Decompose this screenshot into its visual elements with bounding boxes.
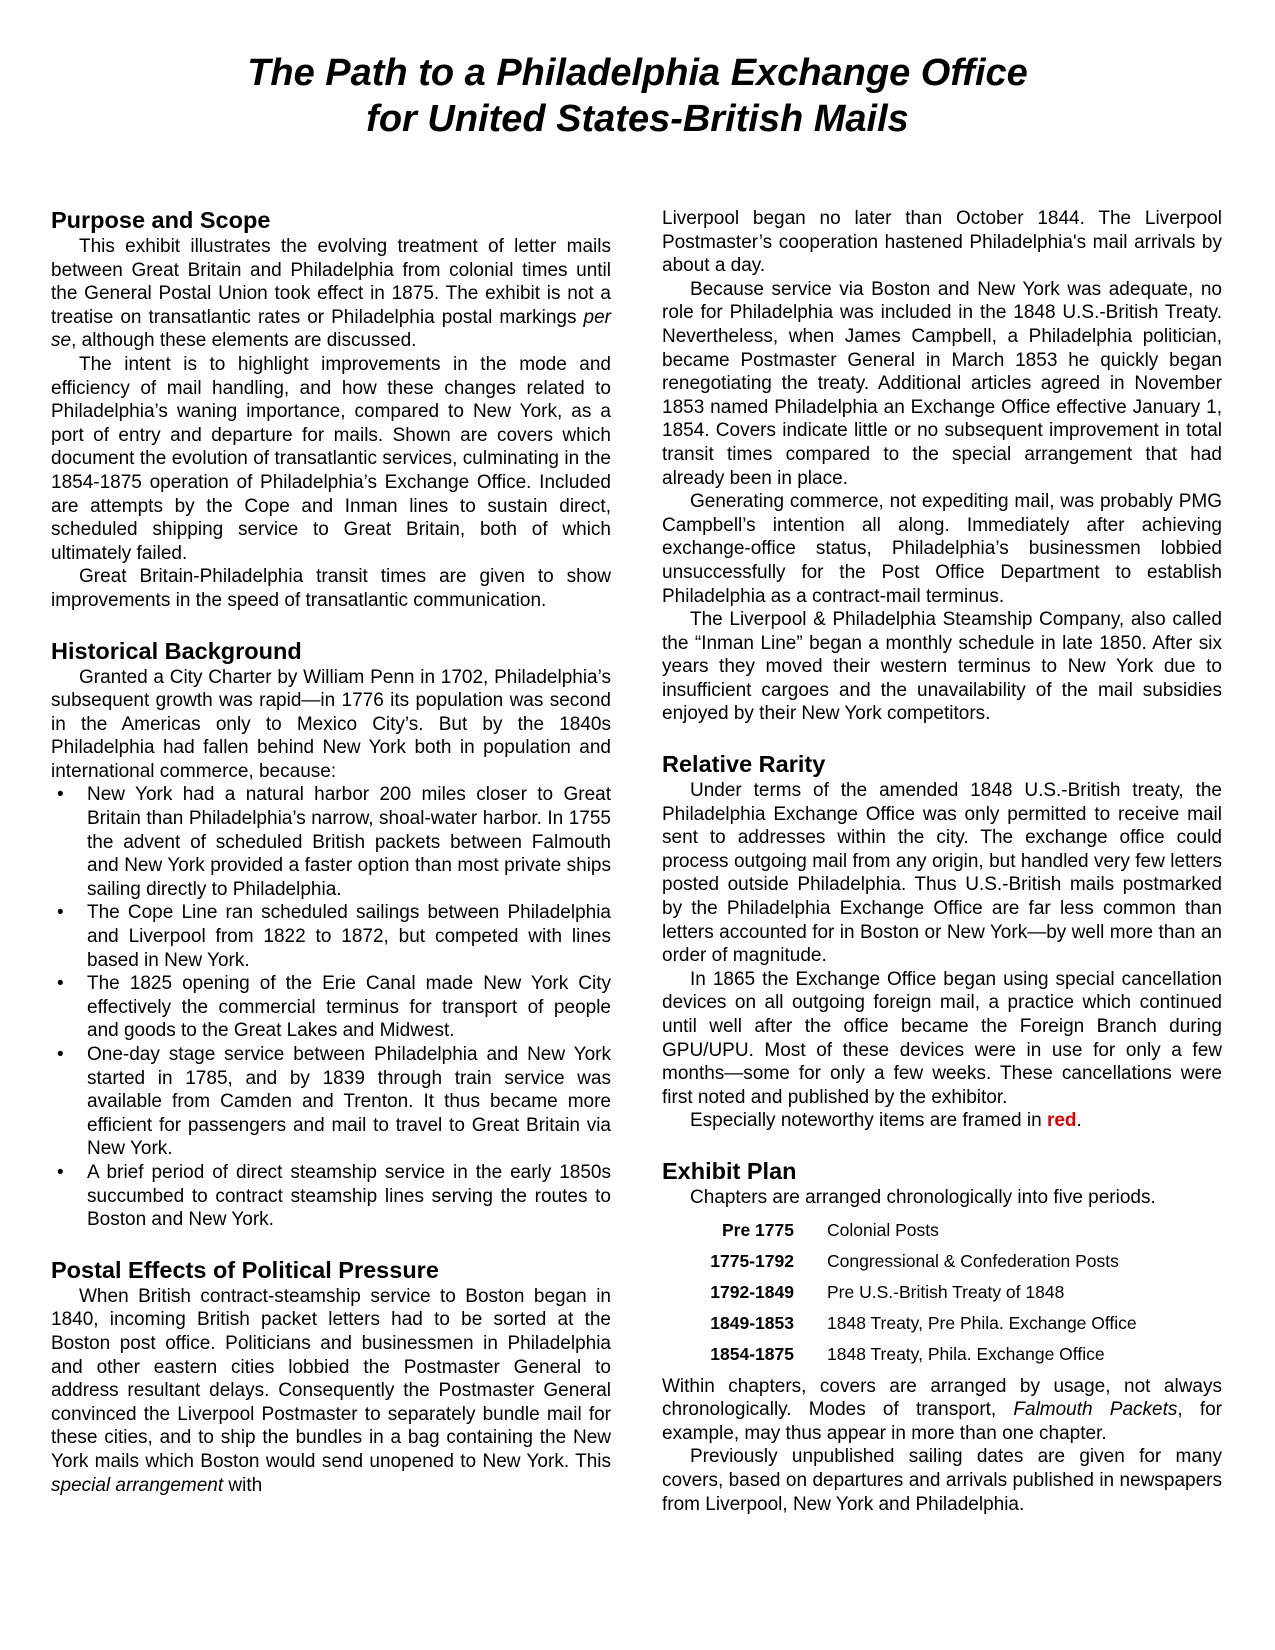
title-line-1: The Path to a Philadelphia Exchange Office — [247, 52, 1028, 94]
table-row — [662, 1216, 1137, 1247]
list-item: • New York had a natural harbor 200 miles closer to Great Britain than Philadelphia’s narrow, shoal-water harbor. In 1755 the advent of scheduled British packets between Falmouth and New York provided a faster option than most private ships sailing directly to Philadelphia. — [51, 783, 611, 901]
right-column — [662, 207, 1222, 1516]
plan-period: 1775-1792 — [710, 1251, 794, 1272]
rarity-heading: Relative Rarity — [662, 751, 826, 778]
purpose-paragraph-2: The intent is to highlight improvements in the mode and efficiency of mail handling, and how these changes related to Philadelphia’s waning importance, compared to New York, as a port of entry and departure for mails. Shown are covers which document the evolution of transatlantic services, culminating in the 1854-1875 operation of Philadelphia’s Exchange Office. Included are attempts by the Cope and Inman lines to sustain direct, scheduled shipping service to Great Britain, both of which ultimately failed. — [51, 353, 611, 564]
postal-paragraph-1-continued: Liverpool began no later than October 1844. The Liverpool Postmaster’s cooperation hastened Philadelphia's mail arrivals by about a day. — [662, 208, 1222, 277]
table-row — [662, 1340, 1137, 1371]
plan-chapter: Pre U.S.-British Treaty of 1848 — [827, 1282, 1065, 1303]
plan-paragraph-2: Previously unpublished sailing dates are given for many covers, based on departures and arrivals published in newspapers from Liverpool, New York and Philadelphia. — [662, 1446, 1222, 1515]
purpose-p1-emphasis: per se — [51, 306, 611, 352]
rarity-paragraph-2: In 1865 the Exchange Office began using special cancellation devices on all outgoing foreign mail, a practice which continued until well after the office became the Foreign Branch during GPU/UPU. Most of these devices were in use for only a few months—some for only a few weeks. These cancellations were first noted and published by the exhibitor. — [662, 968, 1222, 1108]
rarity-paragraph-3 — [662, 1109, 1222, 1133]
postal-paragraph-1 — [51, 1285, 611, 1497]
list-item: • The Cope Line ran scheduled sailings between Philadelphia and Liverpool from 1822 to 1872, but competed with lines based in New York. — [51, 901, 611, 972]
postal-p1-emphasis: special arrangement — [51, 1474, 224, 1496]
red-highlight-word: red — [1046, 1110, 1077, 1132]
purpose-p1-text-a: This exhibit illustrates the evolving treatment of letter mails between Great Britain and Philadelphia from colonial times until the General Postal Union took effect in 1875. The exhibit is not a treatise on transatlantic rates or Philadelphia postal markings — [51, 236, 611, 328]
table-row — [662, 1278, 1137, 1309]
historical-bullet-list — [51, 783, 611, 1231]
table-row — [662, 1247, 1137, 1278]
historical-section — [51, 636, 611, 1232]
plan-p1-emphasis: Falmouth Packets — [1013, 1399, 1178, 1421]
rarity-paragraph-1: Under terms of the amended 1848 U.S.-British treaty, the Philadelphia Exchange Office was only permitted to receive mail sent to addresses within the city. The exchange office could process outgoing mail from any origin, but handled very few letters posted outside Philadelphia. Thus U.S.-British mails postmarked by the Philadelphia Exchange Office are far less common than letters accounted for in Boston or New York—by well more than an order of magnitude. — [662, 780, 1222, 967]
page-title — [0, 50, 1275, 142]
list-item: • A brief period of direct steamship service in the early 1850s succumbed to contract steamship lines serving the routes to Boston and New York. — [51, 1161, 611, 1232]
postal-paragraph-2: Because service via Boston and New York was adequate, no role for Philadelphia was included in the 1848 U.S.-British Treaty. Nevertheless, when James Campbell, a Philadelphia politician, became Postmaster General in March 1853 he quickly began renegotiating the treaty. Additional articles agreed in November 1853 named Philadelphia an Exchange Office effective January 1, 1854. Covers indicate little or no subsequent improvement in total transit times compared to the special arrangement that had already been in place. — [662, 278, 1222, 489]
purpose-paragraph-3: Great Britain-Philadelphia transit times are given to show improvements in the speed of transatlantic communication. — [51, 566, 611, 611]
plan-period: Pre 1775 — [721, 1220, 794, 1241]
plan-chapter: Congressional & Confederation Posts — [827, 1251, 1119, 1272]
plan-intro: Chapters are arranged chronologically into five periods. — [690, 1186, 1156, 1208]
plan-heading: Exhibit Plan — [662, 1157, 797, 1184]
rarity-p3-text-a: Especially noteworthy items are framed in — [690, 1110, 1047, 1132]
plan-chapter: 1848 Treaty, Pre Phila. Exchange Office — [827, 1313, 1137, 1334]
plan-period: 1849-1853 — [710, 1313, 794, 1334]
left-column — [51, 205, 611, 1497]
historical-paragraph-1: Granted a City Charter by William Penn in 1702, Philadelphia’s subsequent growth was rapid—in 1776 its population was second in the Americas only to Mexico City’s. But by the 1840s Philadelphia had fallen behind New York both in population and international commerce, because: — [51, 666, 611, 782]
plan-period: 1792-1849 — [710, 1282, 794, 1303]
list-item: • One-day stage service between Philadelphia and New York started in 1785, and by 1839 through train service was available from Camden and Trenton. It thus became more efficient for passengers and mail to travel to Great Britain via New York. — [51, 1043, 611, 1161]
plan-table — [662, 1216, 1137, 1371]
postal-paragraph-3: Generating commerce, not expediting mail, was probably PMG Campbell’s intention all along. Immediately after achieving exchange-office status, Philadelphia’s businessmen lobbied unsuccessfully for the Post Office Department to establish Philadelphia as a contract-mail terminus. — [662, 491, 1222, 607]
postal-p1-text-b: with — [223, 1474, 263, 1496]
plan-paragraph-1 — [662, 1375, 1222, 1446]
postal-p1-text-a: When British contract-steamship service to Boston began in 1840, incoming British packet letters had to be sorted at the Boston post office. Politicians and businessmen in Philadelphia and other eastern cities lobbied the Postmaster General to address resultant delays. Consequently the Postmaster General convinced the Liverpool Postmaster to separately bundle mail for these cities, and to ship the bundles in a bag containing the New York mails which Boston would send unopened to New York. This — [51, 1285, 611, 1472]
plan-chapter: Colonial Posts — [827, 1220, 939, 1241]
postal-paragraph-4: The Liverpool & Philadelphia Steamship Company, also called the “Inman Line” began a monthly schedule in late 1850. After six years they moved their western terminus to New York due to insufficient cargoes and the unavailability of the mail subsidies enjoyed by their New York competitors. — [662, 609, 1222, 725]
title-line-2: for United States-British Mails — [366, 98, 909, 140]
plan-p1-text-a: Within chapters, covers are arranged by usage, not always chronologically. Modes of transport, — [662, 1375, 1222, 1421]
list-item: • The 1825 opening of the Erie Canal made New York City effectively the commercial terminus for transport of people and goods to the Great Lakes and Midwest. — [51, 972, 611, 1043]
postal-heading: Postal Effects of Political Pressure — [51, 1256, 439, 1283]
historical-heading: Historical Background — [51, 637, 302, 664]
table-row — [662, 1309, 1137, 1340]
postal-section — [51, 1255, 611, 1497]
rarity-p3-text-b: . — [1076, 1110, 1082, 1132]
purpose-heading: Purpose and Scope — [51, 207, 271, 233]
plan-period: 1854-1875 — [710, 1344, 794, 1365]
plan-chapter: 1848 Treaty, Phila. Exchange Office — [827, 1344, 1105, 1365]
purpose-paragraph-1 — [51, 235, 611, 353]
plan-p1-text-b: , for example, may thus appear in more than one chapter. — [662, 1399, 1222, 1444]
purpose-section — [51, 205, 611, 613]
plan-section — [662, 1156, 1222, 1516]
purpose-p1-text-b: , although these elements are discussed. — [71, 330, 417, 352]
rarity-section — [662, 749, 1222, 1133]
